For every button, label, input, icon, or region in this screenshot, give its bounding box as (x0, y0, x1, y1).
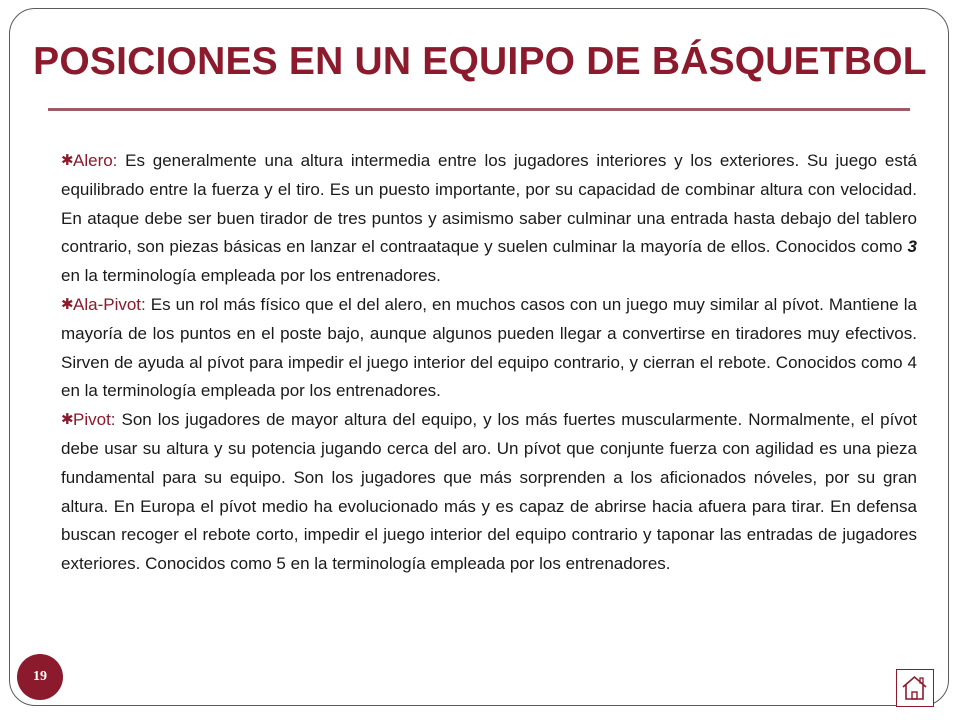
position-number: 3 (907, 237, 917, 257)
bullet-text: Son los jugadores de mayor altura del equipo, y los más fuertes muscularmente. Normalmente, el pívot debe usar su altura y su potencia jugando cerca del aro. Un pívot que conjunte fuerza con agilidad es una pieza fundamental para su equipo. Son los jugadores que más sorprenden a los aficionados nóveles, por su gran altura. En Europa el pívot medio ha evolucionado más y es capaz de abrirse hacia afuera para tirar. En defensa buscan recoger el rebote corto, impedir el juego interior del equipo contrario y taponar las entradas de jugadores exteriores. Conocidos como 5 en la terminología empleada por los entrenadores. (61, 410, 917, 574)
slide-content (61, 147, 917, 579)
title-divider (48, 108, 910, 111)
bullet-term: Pivot: (73, 410, 116, 430)
bullet-term: Ala-Pivot: (73, 294, 146, 314)
bullet-ala-pivot (61, 291, 917, 406)
bullet-term: Alero: (73, 151, 118, 170)
bullet-alero (61, 147, 917, 291)
slide-title: POSICIONES EN UN EQUIPO DE BÁSQUETBOL (33, 40, 927, 83)
home-icon (897, 670, 932, 705)
bullet-text: Es un rol más físico que el del alero, en muchos casos con un juego muy similar al pívot. Mantiene la mayoría de los puntos en el poste bajo, aunque algunos pueden llegar a convertirse en tiradores muy efectivos. Sirven de ayuda al pívot para impedir el juego interior del equipo contrario, y cierran el rebote. Conocidos como 4 en la terminología empleada por los entrenadores. (61, 294, 917, 401)
bullet-text: Es generalmente una altura intermedia entre los jugadores interiores y los exteriores. Su juego está equilibrado entre la fuerza y el tiro. Es un puesto importante, por su capacidad de combinar altura con velocidad. En ataque debe ser buen tirador de tres puntos y asimismo saber culminar una entrada hasta debajo del tablero contrario, son piezas básicas en lanzar el contraataque y suelen culminar la mayoría de ellos. Conocidos como (61, 151, 917, 257)
bullet-pivot (61, 406, 917, 579)
page-number-badge: 19 (17, 654, 63, 700)
star-bullet-icon: ✱ (61, 152, 74, 169)
star-bullet-icon: ✱ (61, 411, 74, 429)
bullet-text-end: en la terminología empleada por los entrenadores. (61, 266, 441, 286)
star-bullet-icon: ✱ (61, 295, 74, 313)
home-button[interactable] (896, 669, 934, 707)
